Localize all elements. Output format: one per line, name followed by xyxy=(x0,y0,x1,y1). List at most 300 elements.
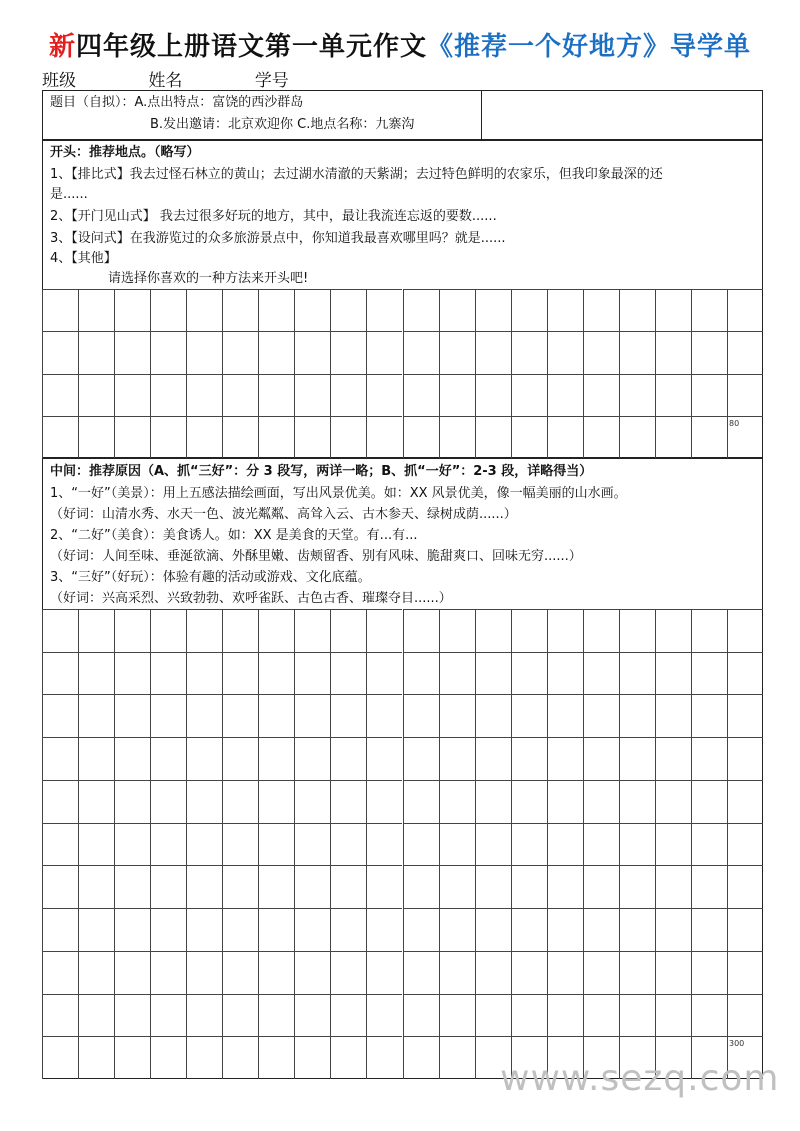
grid-cell[interactable] xyxy=(366,951,402,994)
grid-cell[interactable] xyxy=(727,289,763,331)
grid-cell[interactable] xyxy=(222,416,258,458)
grid-cell[interactable] xyxy=(258,652,294,695)
grid-cell[interactable] xyxy=(547,331,583,373)
grid-cell[interactable] xyxy=(222,609,258,652)
grid-cell[interactable] xyxy=(547,609,583,652)
grid-cell[interactable] xyxy=(258,908,294,951)
grid-cell[interactable] xyxy=(222,780,258,823)
grid-cell[interactable] xyxy=(475,737,511,780)
grid-cell[interactable] xyxy=(114,1036,150,1079)
grid-cell[interactable] xyxy=(511,374,547,416)
grid-cell[interactable] xyxy=(42,331,78,373)
grid-cell[interactable] xyxy=(186,694,222,737)
grid-cell[interactable] xyxy=(403,331,439,373)
grid-cell[interactable] xyxy=(655,994,691,1037)
grid-cell[interactable] xyxy=(222,951,258,994)
grid-cell[interactable] xyxy=(150,331,186,373)
grid-cell[interactable] xyxy=(511,780,547,823)
grid-cell[interactable] xyxy=(547,652,583,695)
grid-cell[interactable] xyxy=(150,951,186,994)
grid-cell[interactable] xyxy=(511,865,547,908)
grid-cell[interactable] xyxy=(114,823,150,866)
grid-cell[interactable] xyxy=(150,737,186,780)
grid-cell[interactable] xyxy=(511,289,547,331)
grid-cell[interactable] xyxy=(366,908,402,951)
grid-cell[interactable] xyxy=(294,823,330,866)
grid-cell[interactable] xyxy=(727,652,763,695)
grid-cell[interactable] xyxy=(439,416,475,458)
grid-cell[interactable] xyxy=(330,994,366,1037)
grid-cell[interactable] xyxy=(691,994,727,1037)
grid-cell[interactable] xyxy=(42,609,78,652)
grid-cell[interactable] xyxy=(294,374,330,416)
grid-cell[interactable] xyxy=(366,374,402,416)
grid-cell[interactable] xyxy=(511,331,547,373)
grid-cell[interactable] xyxy=(439,1036,475,1079)
grid-cell[interactable] xyxy=(330,1036,366,1079)
grid-cell[interactable] xyxy=(222,374,258,416)
grid-cell[interactable] xyxy=(114,951,150,994)
grid-cell[interactable] xyxy=(222,865,258,908)
grid-cell[interactable] xyxy=(547,908,583,951)
grid-cell[interactable] xyxy=(727,823,763,866)
grid-cell[interactable] xyxy=(439,908,475,951)
grid-cell[interactable] xyxy=(294,994,330,1037)
grid-cell[interactable] xyxy=(258,994,294,1037)
grid-cell[interactable] xyxy=(439,331,475,373)
grid-cell[interactable] xyxy=(727,694,763,737)
grid-cell[interactable] xyxy=(330,289,366,331)
grid-cell[interactable] xyxy=(691,609,727,652)
grid-cell[interactable] xyxy=(439,737,475,780)
grid-cell[interactable] xyxy=(547,780,583,823)
grid-cell[interactable] xyxy=(475,951,511,994)
grid-cell[interactable] xyxy=(583,652,619,695)
grid-cell[interactable] xyxy=(186,609,222,652)
grid-cell[interactable] xyxy=(222,994,258,1037)
grid-cell[interactable] xyxy=(619,908,655,951)
grid-cell[interactable] xyxy=(547,951,583,994)
grid-cell[interactable] xyxy=(114,331,150,373)
grid-cell[interactable] xyxy=(547,994,583,1037)
grid-cell[interactable] xyxy=(439,374,475,416)
grid-cell[interactable] xyxy=(511,994,547,1037)
grid-cell[interactable] xyxy=(186,951,222,994)
grid-cell[interactable] xyxy=(150,289,186,331)
grid-cell[interactable] xyxy=(150,865,186,908)
grid-cell[interactable] xyxy=(403,1036,439,1079)
grid-cell[interactable] xyxy=(583,609,619,652)
grid-cell[interactable] xyxy=(150,694,186,737)
grid-cell[interactable] xyxy=(186,374,222,416)
grid-cell[interactable] xyxy=(619,865,655,908)
grid-cell[interactable] xyxy=(186,652,222,695)
middle-writing-grid[interactable] xyxy=(42,609,763,1079)
grid-cell[interactable] xyxy=(294,780,330,823)
grid-cell[interactable] xyxy=(114,416,150,458)
grid-cell[interactable] xyxy=(655,951,691,994)
grid-cell[interactable] xyxy=(42,416,78,458)
grid-cell[interactable] xyxy=(619,416,655,458)
grid-cell[interactable] xyxy=(366,994,402,1037)
grid-cell[interactable] xyxy=(330,865,366,908)
grid-cell[interactable] xyxy=(691,416,727,458)
grid-cell[interactable] xyxy=(475,994,511,1037)
grid-cell[interactable] xyxy=(511,416,547,458)
grid-cell[interactable] xyxy=(366,289,402,331)
grid-cell[interactable] xyxy=(619,780,655,823)
grid-cell[interactable] xyxy=(258,780,294,823)
grid-cell[interactable] xyxy=(186,994,222,1037)
grid-cell[interactable] xyxy=(655,331,691,373)
grid-cell[interactable] xyxy=(42,694,78,737)
grid-cell[interactable] xyxy=(511,823,547,866)
grid-cell[interactable] xyxy=(150,416,186,458)
grid-cell[interactable] xyxy=(439,780,475,823)
grid-cell[interactable] xyxy=(403,289,439,331)
grid-cell[interactable] xyxy=(222,1036,258,1079)
grid-cell[interactable] xyxy=(42,865,78,908)
grid-cell[interactable] xyxy=(330,951,366,994)
grid-cell[interactable] xyxy=(114,694,150,737)
grid-cell[interactable] xyxy=(258,951,294,994)
grid-cell[interactable] xyxy=(78,865,114,908)
grid-cell[interactable] xyxy=(727,737,763,780)
grid-cell[interactable] xyxy=(583,865,619,908)
grid-cell[interactable] xyxy=(475,416,511,458)
grid-cell[interactable] xyxy=(403,374,439,416)
grid-cell[interactable] xyxy=(150,652,186,695)
grid-cell[interactable] xyxy=(583,823,619,866)
grid-cell[interactable] xyxy=(691,694,727,737)
grid-cell[interactable] xyxy=(78,652,114,695)
grid-cell[interactable] xyxy=(403,780,439,823)
grid-cell[interactable] xyxy=(511,609,547,652)
grid-cell[interactable] xyxy=(619,951,655,994)
grid-cell[interactable] xyxy=(727,609,763,652)
grid-cell[interactable] xyxy=(691,331,727,373)
grid-cell[interactable] xyxy=(475,823,511,866)
grid-cell[interactable] xyxy=(42,1036,78,1079)
grid-cell[interactable] xyxy=(475,865,511,908)
grid-cell[interactable] xyxy=(78,694,114,737)
grid-cell[interactable] xyxy=(403,737,439,780)
grid-cell[interactable] xyxy=(294,694,330,737)
grid-cell[interactable] xyxy=(583,374,619,416)
grid-cell[interactable] xyxy=(619,994,655,1037)
grid-cell[interactable] xyxy=(78,994,114,1037)
grid-cell[interactable] xyxy=(366,331,402,373)
grid-cell[interactable] xyxy=(619,652,655,695)
grid-cell[interactable] xyxy=(42,994,78,1037)
student-id-field[interactable] xyxy=(289,74,354,91)
grid-cell[interactable] xyxy=(583,289,619,331)
opening-writing-grid[interactable] xyxy=(42,289,763,458)
grid-cell[interactable] xyxy=(222,737,258,780)
grid-cell[interactable] xyxy=(727,780,763,823)
grid-cell[interactable] xyxy=(114,374,150,416)
grid-cell[interactable] xyxy=(691,289,727,331)
grid-cell[interactable] xyxy=(727,865,763,908)
grid-cell[interactable] xyxy=(222,694,258,737)
grid-cell[interactable] xyxy=(691,737,727,780)
grid-cell[interactable] xyxy=(330,374,366,416)
grid-cell[interactable] xyxy=(511,908,547,951)
grid-cell[interactable] xyxy=(78,331,114,373)
grid-cell[interactable] xyxy=(583,908,619,951)
grid-cell[interactable] xyxy=(186,331,222,373)
grid-cell[interactable] xyxy=(330,416,366,458)
grid-cell[interactable] xyxy=(655,823,691,866)
grid-cell[interactable] xyxy=(727,908,763,951)
grid-cell[interactable] xyxy=(727,331,763,373)
grid-cell[interactable] xyxy=(547,737,583,780)
grid-cell[interactable] xyxy=(186,416,222,458)
grid-cell[interactable] xyxy=(330,609,366,652)
grid-cell[interactable] xyxy=(78,609,114,652)
grid-cell[interactable] xyxy=(258,865,294,908)
grid-cell[interactable] xyxy=(150,609,186,652)
grid-cell[interactable] xyxy=(330,780,366,823)
grid-cell[interactable] xyxy=(258,609,294,652)
grid-cell[interactable] xyxy=(42,652,78,695)
grid-cell[interactable] xyxy=(439,951,475,994)
grid-cell[interactable] xyxy=(186,865,222,908)
grid-cell[interactable] xyxy=(439,609,475,652)
grid-cell[interactable] xyxy=(547,865,583,908)
opening-heading: 开头：推荐地点。（略写） xyxy=(50,145,200,160)
grid-cell[interactable] xyxy=(258,823,294,866)
grid-cell[interactable] xyxy=(655,780,691,823)
grid-cell[interactable] xyxy=(583,737,619,780)
grid-cell[interactable] xyxy=(583,951,619,994)
grid-cell[interactable] xyxy=(294,652,330,695)
grid-cell[interactable] xyxy=(583,780,619,823)
grid-cell[interactable] xyxy=(222,823,258,866)
grid-cell[interactable] xyxy=(330,694,366,737)
grid-cell[interactable] xyxy=(258,694,294,737)
grid-cell[interactable] xyxy=(619,609,655,652)
grid-cell[interactable] xyxy=(655,416,691,458)
grid-cell[interactable] xyxy=(619,823,655,866)
grid-cell[interactable] xyxy=(511,951,547,994)
grid-cell[interactable] xyxy=(511,737,547,780)
grid-cell[interactable] xyxy=(78,951,114,994)
grid-cell[interactable] xyxy=(727,951,763,994)
grid-cell[interactable] xyxy=(655,374,691,416)
grid-cell[interactable] xyxy=(366,416,402,458)
grid-cell[interactable] xyxy=(294,737,330,780)
grid-cell[interactable] xyxy=(114,908,150,951)
grid-cell[interactable] xyxy=(330,331,366,373)
grid-cell[interactable] xyxy=(330,823,366,866)
grid-cell[interactable] xyxy=(655,865,691,908)
grid-cell[interactable] xyxy=(547,416,583,458)
grid-cell[interactable] xyxy=(439,823,475,866)
middle-item-1: 1、“一好”（美景）：用上五感法描绘画面，写出风景优美。如：XX 风景优美，像一幅美丽的山水画。 xyxy=(50,486,627,501)
grid-cell[interactable] xyxy=(655,694,691,737)
grid-cell[interactable] xyxy=(366,823,402,866)
grid-cell[interactable] xyxy=(691,374,727,416)
grid-cell[interactable] xyxy=(366,737,402,780)
grid-cell[interactable] xyxy=(366,652,402,695)
grid-cell[interactable] xyxy=(475,908,511,951)
opening-prompt: 请选择你喜欢的一种方法来开头吧! xyxy=(108,271,309,286)
grid-cell[interactable] xyxy=(294,331,330,373)
grid-cell[interactable] xyxy=(691,908,727,951)
grid-cell[interactable] xyxy=(78,908,114,951)
grid-cell[interactable] xyxy=(222,908,258,951)
grid-cell[interactable] xyxy=(583,994,619,1037)
grid-cell[interactable] xyxy=(150,374,186,416)
grid-cell[interactable] xyxy=(439,289,475,331)
grid-cell[interactable] xyxy=(330,908,366,951)
grid-cell[interactable] xyxy=(727,374,763,416)
grid-cell[interactable] xyxy=(475,609,511,652)
grid-cell[interactable] xyxy=(475,652,511,695)
grid-cell[interactable] xyxy=(547,289,583,331)
grid-cell[interactable] xyxy=(691,823,727,866)
grid-cell[interactable] xyxy=(150,1036,186,1079)
grid-cell[interactable] xyxy=(150,780,186,823)
grid-cell[interactable] xyxy=(258,1036,294,1079)
page-title xyxy=(0,26,800,63)
grid-cell[interactable] xyxy=(403,865,439,908)
grid-cell[interactable] xyxy=(294,951,330,994)
grid-cell[interactable] xyxy=(78,823,114,866)
grid-cell[interactable] xyxy=(258,416,294,458)
grid-cell[interactable] xyxy=(114,780,150,823)
grid-cell[interactable] xyxy=(186,1036,222,1079)
grid-cell[interactable] xyxy=(655,609,691,652)
grid-cell[interactable] xyxy=(366,1036,402,1079)
grid-cell[interactable] xyxy=(583,694,619,737)
grid-cell[interactable] xyxy=(475,374,511,416)
grid-cell[interactable] xyxy=(366,609,402,652)
grid-cell[interactable] xyxy=(78,1036,114,1079)
grid-cell[interactable] xyxy=(294,908,330,951)
grid-cell[interactable] xyxy=(330,737,366,780)
grid-cell[interactable] xyxy=(294,1036,330,1079)
grid-cell[interactable] xyxy=(42,908,78,951)
grid-cell[interactable] xyxy=(691,865,727,908)
grid-cell[interactable] xyxy=(655,652,691,695)
grid-cell[interactable] xyxy=(366,780,402,823)
grid-cell[interactable] xyxy=(186,908,222,951)
grid-cell[interactable] xyxy=(114,289,150,331)
grid-cell[interactable] xyxy=(403,823,439,866)
grid-cell[interactable] xyxy=(691,780,727,823)
grid-cell[interactable] xyxy=(511,694,547,737)
grid-cell[interactable] xyxy=(439,994,475,1037)
grid-cell[interactable] xyxy=(150,823,186,866)
grid-cell[interactable] xyxy=(42,374,78,416)
grid-cell[interactable] xyxy=(583,331,619,373)
grid-cell[interactable] xyxy=(150,908,186,951)
grid-cell[interactable] xyxy=(186,780,222,823)
grid-cell[interactable] xyxy=(655,908,691,951)
grid-cell[interactable] xyxy=(366,865,402,908)
grid-cell[interactable] xyxy=(547,374,583,416)
grid-cell[interactable] xyxy=(258,737,294,780)
grid-cell[interactable] xyxy=(42,951,78,994)
name-field[interactable] xyxy=(182,74,247,91)
grid-cell[interactable] xyxy=(727,994,763,1037)
grid-cell[interactable] xyxy=(439,865,475,908)
grid-cell[interactable] xyxy=(42,823,78,866)
grid-cell[interactable] xyxy=(114,994,150,1037)
grid-cell[interactable] xyxy=(655,289,691,331)
grid-cell[interactable] xyxy=(547,694,583,737)
grid-cell[interactable] xyxy=(403,416,439,458)
grid-cell[interactable] xyxy=(78,416,114,458)
grid-cell[interactable] xyxy=(511,652,547,695)
grid-cell[interactable] xyxy=(330,652,366,695)
grid-cell[interactable] xyxy=(619,289,655,331)
grid-cell[interactable] xyxy=(583,416,619,458)
grid-cell[interactable] xyxy=(78,737,114,780)
grid-cell[interactable] xyxy=(294,609,330,652)
grid-cell[interactable] xyxy=(403,652,439,695)
grid-cell[interactable] xyxy=(619,374,655,416)
grid-cell[interactable] xyxy=(114,652,150,695)
grid-cell[interactable] xyxy=(186,289,222,331)
grid-cell[interactable] xyxy=(114,865,150,908)
grid-cell[interactable] xyxy=(619,331,655,373)
class-field[interactable] xyxy=(76,74,141,91)
grid-cell[interactable] xyxy=(619,737,655,780)
grid-cell[interactable] xyxy=(403,908,439,951)
grid-cell[interactable] xyxy=(655,737,691,780)
grid-cell[interactable] xyxy=(475,289,511,331)
grid-cell[interactable] xyxy=(78,780,114,823)
grid-cell[interactable] xyxy=(619,694,655,737)
grid-cell[interactable] xyxy=(475,331,511,373)
grid-cell[interactable] xyxy=(42,737,78,780)
grid-cell[interactable] xyxy=(691,652,727,695)
grid-cell[interactable] xyxy=(78,289,114,331)
grid-cell[interactable] xyxy=(114,609,150,652)
grid-cell[interactable] xyxy=(403,694,439,737)
grid-cell[interactable] xyxy=(150,994,186,1037)
grid-cell[interactable] xyxy=(42,780,78,823)
grid-cell[interactable] xyxy=(439,652,475,695)
grid-cell[interactable] xyxy=(258,374,294,416)
grid-cell[interactable] xyxy=(294,289,330,331)
grid-cell[interactable] xyxy=(366,694,402,737)
grid-cell[interactable] xyxy=(403,609,439,652)
grid-cell[interactable] xyxy=(294,865,330,908)
grid-cell[interactable] xyxy=(258,289,294,331)
grid-cell[interactable] xyxy=(691,951,727,994)
grid-cell[interactable] xyxy=(475,780,511,823)
grid-cell[interactable] xyxy=(547,823,583,866)
grid-cell[interactable] xyxy=(475,694,511,737)
grid-cell[interactable] xyxy=(42,289,78,331)
grid-cell[interactable] xyxy=(403,951,439,994)
grid-cell[interactable] xyxy=(403,994,439,1037)
grid-cell[interactable] xyxy=(222,331,258,373)
grid-cell[interactable] xyxy=(78,374,114,416)
grid-cell[interactable] xyxy=(186,737,222,780)
grid-cell[interactable] xyxy=(186,823,222,866)
grid-cell[interactable] xyxy=(294,416,330,458)
grid-cell[interactable] xyxy=(114,737,150,780)
grid-cell[interactable] xyxy=(222,652,258,695)
grid-cell[interactable] xyxy=(258,331,294,373)
grid-cell[interactable] xyxy=(222,289,258,331)
grid-cell[interactable] xyxy=(439,694,475,737)
